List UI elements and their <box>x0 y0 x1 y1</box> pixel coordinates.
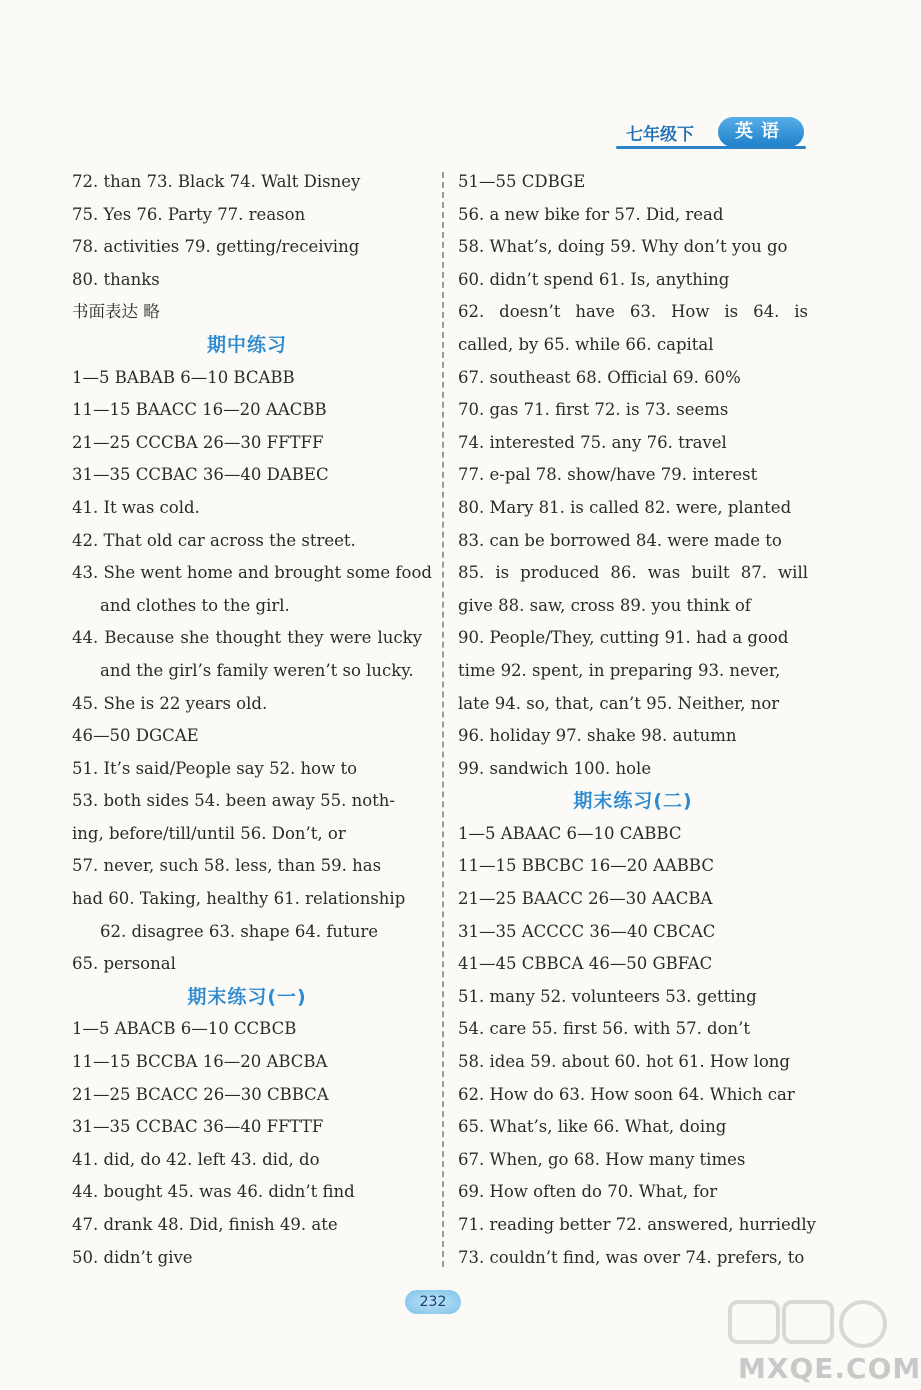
answer-line: 80. thanks <box>72 269 160 289</box>
answer-line: 11—15 BAACC 16—20 AACBB <box>72 400 327 420</box>
answer-line: ing, before/till/until 56. Don’t, or <box>72 823 346 843</box>
answer-line: 57. never, such 58. less, than 59. has <box>72 856 382 876</box>
answer-line: 67. When, go 68. How many times <box>458 1149 746 1169</box>
answer-line: called, by 65. while 66. capital <box>458 334 714 354</box>
answer-line: give 88. saw, cross 89. you think of <box>458 595 751 615</box>
answer-line: 96. holiday 97. shake 98. autumn <box>458 726 737 746</box>
header-underline <box>616 146 806 149</box>
answer-line: 99. sandwich 100. hole <box>458 758 652 778</box>
right-answer-column <box>458 166 816 1274</box>
answer-line: 67. southeast 68. Official 69. 60% <box>458 367 741 387</box>
answer-line: 85. is produced 86. was built 87. will <box>458 563 808 583</box>
answer-line: 11—15 BBCBC 16—20 AABBC <box>458 856 714 876</box>
answer-line: 45. She is 22 years old. <box>72 693 268 713</box>
column-divider <box>442 172 444 1267</box>
grade-label: 七年级下 <box>626 125 694 145</box>
answer-line: 78. activities 79. getting/receiving <box>72 237 360 257</box>
answer-line: 21—25 BCACC 26—30 CBBCA <box>72 1084 329 1104</box>
answer-line: 62. doesn’t have 63. How is 64. is <box>458 302 808 322</box>
answer-line: 75. Yes 76. Party 77. reason <box>72 204 306 224</box>
answer-line: 53. both sides 54. been away 55. noth- <box>72 791 395 811</box>
answer-line: had 60. Taking, healthy 61. relationship <box>72 889 406 909</box>
answer-line: and the girl’s family weren’t so lucky. <box>100 660 414 680</box>
answer-line: 51. many 52. volunteers 53. getting <box>458 986 757 1006</box>
answer-line: 58. idea 59. about 60. hot 61. How long <box>458 1052 790 1072</box>
answer-line: 58. What’s, doing 59. Why don’t you go <box>458 237 788 257</box>
section-title: 期末练习(二) <box>573 790 693 813</box>
answer-line: 72. than 73. Black 74. Walt Disney <box>72 172 361 191</box>
answer-line: 11—15 BCCBA 16—20 ABCBA <box>72 1052 328 1072</box>
answer-line: 71. reading better 72. answered, hurriedly <box>458 1215 816 1234</box>
answer-line: 21—25 CCCBA 26—30 FFTFF <box>72 432 324 452</box>
answer-line: and clothes to the girl. <box>100 595 290 615</box>
answer-line: 31—35 CCBAC 36—40 DABEC <box>72 465 329 485</box>
answer-line: 50. didn’t give <box>72 1247 193 1267</box>
answer-line: 书面表达 略 <box>72 302 160 322</box>
answer-line: 1—5 ABACB 6—10 CCBCB <box>72 1019 297 1039</box>
answer-line: 47. drank 48. Did, finish 49. ate <box>72 1215 338 1234</box>
answer-line: 56. a new bike for 57. Did, read <box>458 204 724 224</box>
answer-line: 74. interested 75. any 76. travel <box>458 432 727 452</box>
answer-line: 69. How often do 70. What, for <box>458 1182 718 1202</box>
answer-line: time 92. spent, in preparing 93. never, <box>458 660 781 680</box>
answer-line: late 94. so, that, can’t 95. Neither, nor <box>458 693 780 713</box>
answer-line: 60. didn’t spend 61. Is, anything <box>458 269 730 289</box>
answer-line: 51. It’s said/People say 52. how to <box>72 758 358 778</box>
answer-line: 65. What’s, like 66. What, doing <box>458 1117 727 1137</box>
section-title: 期末练习(一) <box>187 985 307 1008</box>
answer-line: 62. disagree 63. shape 64. future <box>100 921 378 941</box>
page-number: 232 <box>405 1290 461 1314</box>
answer-line: 41. It was cold. <box>72 497 200 517</box>
answer-line: 41. did, do 42. left 43. did, do <box>72 1149 320 1169</box>
left-answer-column <box>72 166 432 1274</box>
answer-line: 43. She went home and brought some food <box>72 563 432 583</box>
answer-line: 31—35 ACCCC 36—40 CBCAC <box>458 921 716 941</box>
answer-line: 44. bought 45. was 46. didn’t find <box>72 1182 355 1202</box>
answer-line: 31—35 CCBAC 36—40 FFTTF <box>72 1117 324 1137</box>
answer-line: 41—45 CBBCA 46—50 GBFAC <box>458 954 713 974</box>
answer-line: 77. e-pal 78. show/have 79. interest <box>458 465 758 485</box>
page-header <box>0 0 900 160</box>
answer-line: 62. How do 63. How soon 64. Which car <box>458 1084 795 1104</box>
answer-line: 1—5 ABAAC 6—10 CABBC <box>458 823 682 843</box>
answer-line: 1—5 BABAB 6—10 BCABB <box>72 367 295 387</box>
answer-line: 21—25 BAACC 26—30 AACBA <box>458 889 713 909</box>
section-title: 期中练习 <box>206 333 287 356</box>
answer-line: 70. gas 71. first 72. is 73. seems <box>458 400 729 420</box>
answer-line: 83. can be borrowed 84. were made to <box>458 530 782 550</box>
answer-line: 44. Because she thought they were lucky <box>72 628 422 648</box>
watermark-text: MXQE.COM <box>738 1352 921 1385</box>
answer-line: 54. care 55. first 56. with 57. don’t <box>458 1019 751 1039</box>
subject-badge: 英语 <box>718 117 804 147</box>
answer-line: 90. People/They, cutting 91. had a good <box>458 628 789 648</box>
answer-line: 65. personal <box>72 954 176 974</box>
answer-line: 42. That old car across the street. <box>72 530 356 550</box>
answer-line: 46—50 DGCAE <box>72 726 199 746</box>
answer-line: 80. Mary 81. is called 82. were, planted <box>458 497 792 517</box>
answer-line: 51—55 CDBGE <box>458 172 586 191</box>
answer-line: 73. couldn’t find, was over 74. prefers, to <box>458 1247 805 1267</box>
